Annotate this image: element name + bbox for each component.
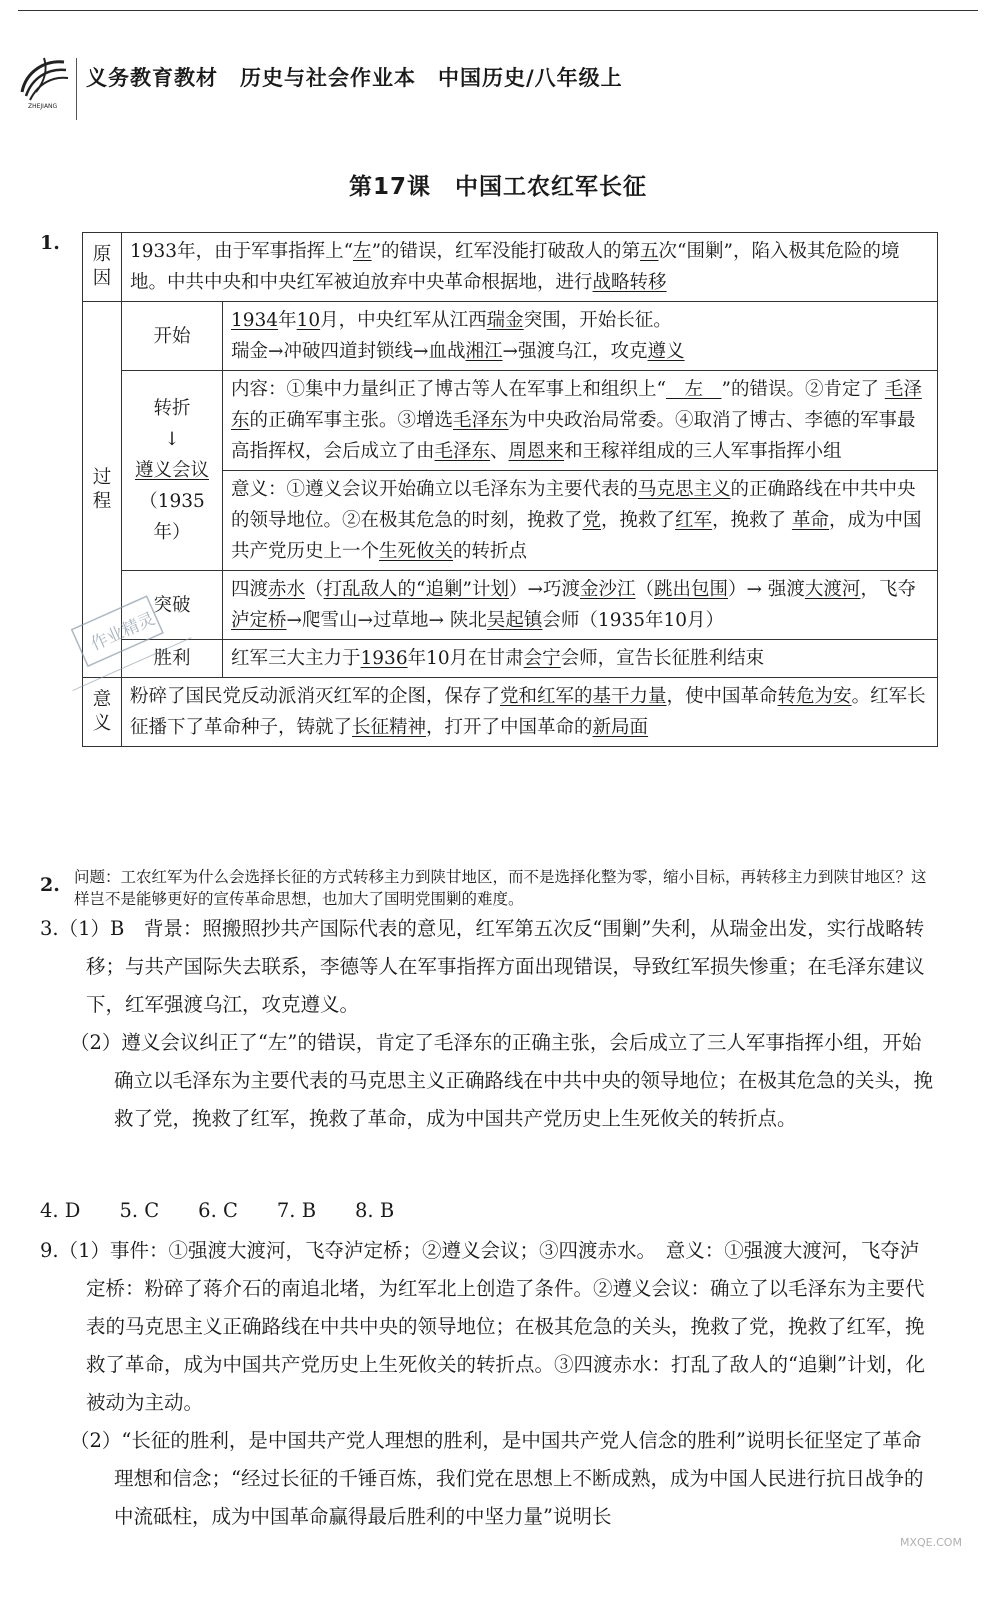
long-march-table	[82, 232, 938, 747]
book-header	[86, 62, 645, 92]
svg-text:作业精灵: 作业精灵	[87, 608, 159, 655]
question-1-number: 1.	[40, 232, 60, 254]
top-rule	[18, 10, 978, 11]
breakthrough-cell: 四渡赤水（打乱敌人的“追剿”计划）→巧渡金沙江（跳出包围）→ 强渡大渡河，飞夺泸定桥→爬雪山→过草地→ 陕北吴起镇会师（1935年10月）	[223, 571, 938, 640]
header-divider	[76, 58, 77, 120]
answers-4-to-8: 4. D 5. C 6. C 7. B 8. B	[40, 1199, 395, 1222]
answer-9-part-2: （2）“长征的胜利，是中国共产党人理想的胜利，是中国共产党人信念的胜利”说明长征坚定了革命理想和信念；“经过长征的千锤百炼，我们党在思想上不断成熟，成为中国人民进行抗日战争的中流砥柱，成为中国革命赢得最后胜利的中坚力量”说明长	[70, 1429, 924, 1528]
row-start	[83, 302, 938, 371]
row-breakthrough	[83, 571, 938, 640]
lesson-title: 第17课 中国工农红军长征	[348, 174, 647, 200]
label-victory: 胜利	[122, 640, 223, 678]
zunyi-meaning-cell: 意义：①遵义会议开始确立以毛泽东为主要代表的马克思主义的正确路线在中共中央的领导地位。②在极其危急的时刻，挽救了党，挽救了红军，挽救了 革命，成为中国共产党历史上一个生死攸关的转折点	[223, 471, 938, 571]
answer-3-part-1: 3.（1）B 背景：照搬照抄共产国际代表的意见，红军第五次反“围剿”失利，从瑞金出发，实行战略转移；与共产国际失去联系，李德等人在军事指挥方面出现错误，导致红军损失惨重；在毛泽东建议下，红军强渡乌江，攻克遵义。	[40, 917, 925, 1016]
zunyi-content-cell: 内容：①集中力量纠正了博古等人在军事上和组织上“ 左 ”的错误。②肯定了 毛泽东的正确军事主张。③增选毛泽东为中央政治局常委。④取消了博古、李德的军事最高指挥权，会后成立了由毛泽东、周恩来和王稼祥组成的三人军事指挥小组	[223, 371, 938, 471]
svg-text:ZHEJIANG: ZHEJIANG	[28, 103, 58, 110]
question-2-text: 问题：工农红军为什么会选择长征的方式转移主力到陕甘地区，而不是选择化整为零，缩小目标，再转移主力到陕甘地区？这样岂不是能够更好的宣传革命思想，也加大了国明党围剿的难度。	[74, 868, 927, 908]
label-start: 开始	[122, 302, 223, 371]
start-cell: 1934年10月，中央红军从江西瑞金突围，开始长征。 瑞金→冲破四道封锁线→血战湘江→强渡乌江，攻克遵义	[223, 302, 938, 371]
answer-9	[40, 1232, 936, 1536]
publisher-logo	[14, 52, 72, 110]
label-turning-point: 转折 ↓ 遵义会议 （1935年）	[122, 371, 223, 571]
question-2	[40, 866, 940, 910]
row-reason	[83, 233, 938, 302]
site-watermark: MXQE.COM	[900, 1536, 962, 1549]
question-2-number: 2.	[40, 874, 60, 896]
answer-9-part-1: 9.（1）事件：①强渡大渡河，飞夺泸定桥；②遵义会议；③四渡赤水。 意义：①强渡大渡河，飞夺泸定桥：粉碎了蒋介石的南追北堵，为红军北上创造了条件。②遵义会议：确立了以毛泽东为主要代表的马克思主义正确路线在中共中央的领导地位；在极其危急的关头，挽救了党，挽救了红军，挽救了革命，成为中国共产党历史上生死攸关的转折点。③四渡赤水：打乱了敌人的“追剿”计划，化被动为主动。	[40, 1239, 925, 1414]
book-name: 历史与社会作业本	[240, 66, 416, 90]
label-significance: 意义	[83, 678, 122, 747]
label-reason: 原因	[83, 233, 122, 302]
label-breakthrough: 突破	[122, 571, 223, 640]
significance-cell: 粉碎了国民党反动派消灭红军的企图，保存了党和红军的基干力量，使中国革命转危为安。红军长征播下了革命种子，铸就了长征精神，打开了中国革命的新局面	[122, 678, 938, 747]
answer-3	[40, 910, 936, 1138]
grade-name: /八年级上	[526, 66, 623, 90]
subject-name: 中国历史	[438, 66, 526, 90]
victory-cell: 红军三大主力于1936年10月在甘肃会宁会师，宣告长征胜利结束	[223, 640, 938, 678]
answer-3-part-2: （2）遵义会议纠正了“左”的错误，肯定了毛泽东的正确主张，会后成立了三人军事指挥小组，开始确立以毛泽东为主要代表的马克思主义正确路线在中共中央的领导地位；在极其危急的关头，挽救了党，挽救了红军，挽救了革命，成为中国共产党历史上生死攸关的转折点。	[70, 1031, 934, 1130]
row-victory	[83, 640, 938, 678]
row-significance	[83, 678, 938, 747]
label-process: 过程	[83, 302, 122, 678]
reason-cell: 1933年，由于军事指挥上“左”的错误，红军没能打破敌人的第五次“围剿”，陷入极其危险的境地。中共中央和中央红军被迫放弃中央革命根据地，进行战略转移	[122, 233, 938, 302]
series-name: 义务教育教材	[86, 66, 218, 90]
row-turn-content	[83, 371, 938, 471]
